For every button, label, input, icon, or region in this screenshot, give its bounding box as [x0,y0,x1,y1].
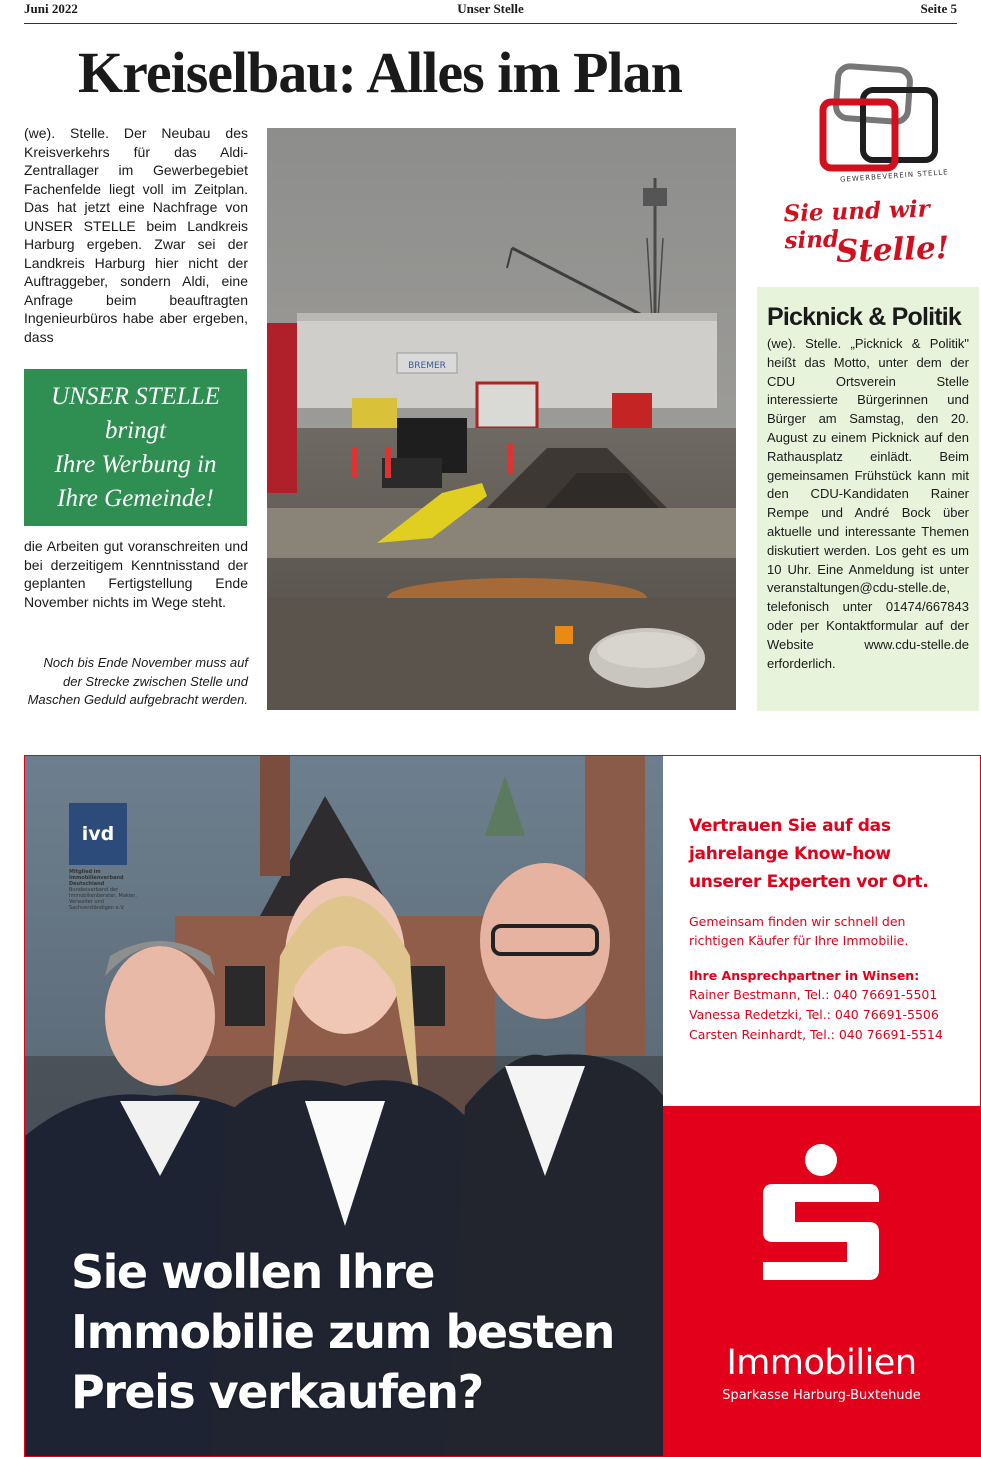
ad-claim-line: unserer Experten vor Ort. [689,872,929,892]
ad-subtext [689,912,980,950]
photo-caption: Noch bis Ende November muss auf der Strecke zwischen Stelle und Maschen Geduld aufgebracht werden. [27,655,248,707]
promo-line: Ihre Gemeinde! [57,485,214,512]
ivd-logo: ivd [69,803,127,865]
gewerbeverein-slogan-line2: Stelle! [835,230,950,270]
contact-entry: Carsten Reinhardt, Tel.: 040 76691-5514 [689,1027,943,1042]
ad-claim [689,812,980,896]
ivd-member-title: Mitglied im Immobilienverband Deutschland [69,869,124,887]
ivd-member-text [69,869,141,911]
ad-subtext-line: Gemeinsam finden wir schnell den [689,914,906,929]
construction-photo [267,128,736,710]
ad-claim-line: jahrelange Know-how [689,844,891,864]
publication-name: Unser Stelle [457,1,524,16]
issue-date: Juni 2022 [24,1,78,16]
ad-subtext-line: richtigen Käufer für Ihre Immobilie. [689,933,909,948]
page-number: Seite 5 [920,1,957,16]
promo-line: UNSER STELLE [51,383,220,410]
contact-entry: Vanessa Redetzki, Tel.: 040 76691-5506 [689,1007,939,1022]
picknick-title: Picknick & Politik [767,303,962,331]
ad-headline-line: Preis verkaufen? [71,1365,483,1419]
ad-brand-subtitle: Sparkasse Harburg-Buxtehude [722,1388,921,1403]
article-paragraph-2: die Arbeiten gut voranschreiten und bei derzeitigem Kenntnisstand der geplanten Fertigstellung Ende November nichts im Wege steht. [24,538,248,610]
promo-line: bringt [104,417,167,444]
ad-headline-line: Sie wollen Ihre [71,1245,434,1299]
ad-headline [71,1242,651,1422]
ad-info-panel [663,756,980,1106]
ad-brand-panel [663,1106,980,1456]
running-header [24,0,957,24]
picknick-text: (we). Stelle. „Picknick & Politik" heißt das Motto, unter dem der CDU Ortsverein Stelle interessierte Bürgerinnen und Bürger am Samstag, den 20. August zu einem Picknick auf den Rathausplatz einlädt. Beim gemeinsamen Frühstück kann mit den CDU-Kandidaten Rainer Rempe und André Bock über aktuelle und interessante Themen diskutiert werden. Los geht es um 10 Uhr. Eine Anmeldung ist unter veranstaltungen@cdu-stelle.de, telefonisch unter 01474/667843 oder per Kontaktformular auf der Website www.cdu-stelle.de erforderlich. [767,336,969,671]
promo-line: Ihre Werbung in [54,451,217,478]
contacts-heading: Ihre Ansprechpartner in Winsen: [689,968,920,983]
gewerbeverein-tagline: GEWERBEVEREIN STELLE [839,168,949,184]
gewerbeverein-slogan-line1: Sie und wir sind [783,195,931,255]
article-headline: Kreiselbau: Alles im Plan [78,40,682,105]
article-paragraph-1: (we). Stelle. Der Neubau des Kreisverkehrs für das Aldi-Zentrallager im Gewerbegebiet Fachenfelde liegt voll im Zeitplan. Das hat jetzt eine Nachfrage von UNSER STELLE beim Landkreis Harburg ergeben. Zwar sei der Landkreis Harburg hier nicht der Auftraggeber, sondern Aldi, eine Anfrage beim beauftragten Ingenieurbüros habe aber ergeben, dass [24,125,248,345]
sparkasse-s-icon [761,1144,881,1290]
ivd-member-body: Bundesverband der Immobilienberater, Makler, Verwalter und Sachverständigen e.V. [69,887,137,911]
sparkasse-advertisement [24,755,981,1457]
contact-entry: Rainer Bestmann, Tel.: 040 76691-5501 [689,987,938,1002]
ad-headline-line: Immobilie zum besten [71,1305,614,1359]
ad-claim-line: Vertrauen Sie auf das [689,816,891,836]
ad-brand-name: Immobilien [726,1343,917,1383]
bremer-sign: BREMER [408,361,446,371]
promo-box [24,369,247,526]
picknick-box [757,287,979,711]
